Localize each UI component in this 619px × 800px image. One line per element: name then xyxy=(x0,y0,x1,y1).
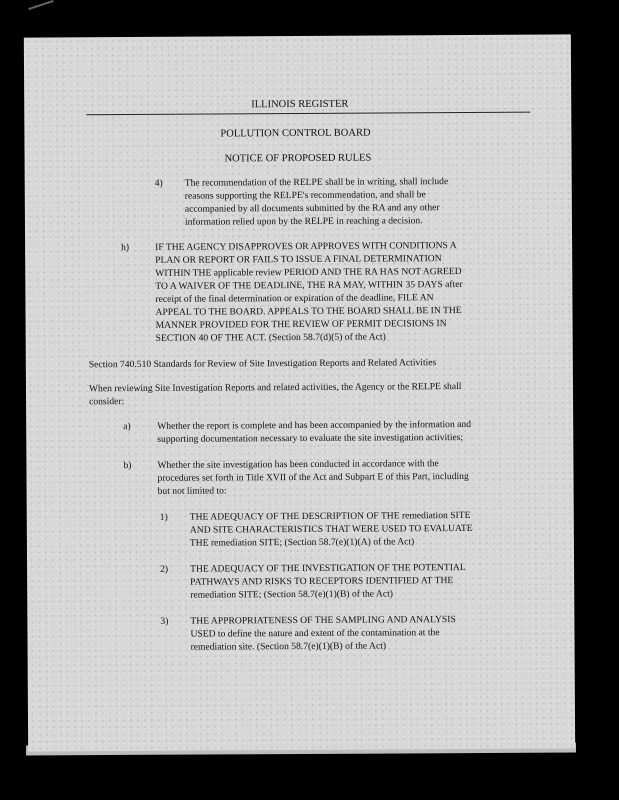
item-4-line: accompanied by all documents submitted by the RA and any other xyxy=(184,202,440,215)
intro-line: consider: xyxy=(89,396,125,408)
subitem-1-line: THE ADEQUACY OF THE DESCRIPTION OF THE remediation SITE xyxy=(189,509,471,523)
subitem-1-line: THE remediation SITE; (Section 58.7(e)(1)(A) of the Act) xyxy=(189,536,415,549)
item-a-marker: a) xyxy=(123,421,131,433)
scan-mark xyxy=(28,0,53,10)
item-h-line: receipt of the final determination or expiration of the deadline, FILE AN xyxy=(155,292,434,305)
item-h-line: SECTION 40 OF THE ACT. (Section 58.7(d)(5) of the Act) xyxy=(155,331,386,344)
subitem-3-marker: 3) xyxy=(160,615,169,627)
item-h-line: PLAN OR REPORT OR FAILS TO ISSUE A FINAL DETERMINATION xyxy=(155,253,442,266)
item-h-line: APPEAL TO THE BOARD. APPEALS TO THE BOARD SHALL BE IN THE xyxy=(155,305,462,318)
item-h-marker: h) xyxy=(121,242,130,254)
notice-title: NOTICE OF PROPOSED RULES xyxy=(224,152,372,165)
item-h-line: MANNER PROVIDED FOR THE REVIEW OF PERMIT DECISIONS IN xyxy=(155,318,447,331)
subitem-2-marker: 2) xyxy=(160,563,169,575)
item-h-line: IF THE AGENCY DISAPPROVES OR APPROVES WITH CONDITIONS A xyxy=(155,240,457,253)
item-b-line: but not limited to: xyxy=(157,485,227,497)
document-page xyxy=(24,34,575,751)
header-rule xyxy=(86,112,530,116)
item-b-line: Whether the site investigation has been conducted in accordance with the xyxy=(157,458,439,471)
item-b-line: procedures set forth in Title XVII of the Act and Subpart E of this Part, including xyxy=(157,470,469,484)
subitem-3-line: USED to define the nature and extent of the contamination at the xyxy=(190,627,440,640)
board-title: POLLUTION CONTROL BOARD xyxy=(220,127,371,140)
item-h-line: TO A WAIVER OF THE DEADLINE, THE RA MAY, WITHIN 35 DAYS after xyxy=(155,279,463,292)
item-4-line: information relied upon by the RELPE in reaching a decision. xyxy=(184,215,423,228)
item-4-marker: 4) xyxy=(154,177,163,189)
item-4-line: The recommendation of the RELPE shall be in writing, shall include xyxy=(184,176,449,189)
register-title: ILLINOIS REGISTER xyxy=(251,98,349,111)
section-heading: Section 740.510 Standards for Review of Site Investigation Reports and Related Activities xyxy=(88,357,437,371)
subitem-2-line: THE ADEQUACY OF THE INVESTIGATION OF THE POTENTIAL xyxy=(190,561,466,575)
subitem-3-line: remediation site. (Section 58.7(e)(1)(B) of the Act) xyxy=(190,640,387,653)
item-4-line: reasons supporting the RELPE's recommendation, and shall be xyxy=(184,189,426,202)
item-a-line: supporting documentation necessary to evaluate the site investigation activities; xyxy=(157,432,464,445)
item-b-marker: b) xyxy=(123,460,132,472)
subitem-2-line: remediation SITE; (Section 58.7(e)(1)(B) of the Act) xyxy=(190,588,394,601)
item-h-line: WITHIN THE applicable review PERIOD AND THE RA HAS NOT AGREED xyxy=(155,266,462,279)
subitem-1-line: AND SITE CHARACTERISTICS THAT WERE USED TO EVALUATE xyxy=(189,522,473,536)
intro-line: When reviewing Site Investigation Reports and related activities, the Agency or the RELPE shall xyxy=(88,381,462,395)
subitem-2-line: PATHWAYS AND RISKS TO RECEPTORS IDENTIFIED AT THE xyxy=(190,575,454,588)
item-a-line: Whether the report is complete and has been accompanied by the information and xyxy=(157,418,472,432)
subitem-1-marker: 1) xyxy=(159,511,168,523)
subitem-3-line: THE APPROPRIATENESS OF THE SAMPLING AND ANALYSIS xyxy=(190,614,456,627)
